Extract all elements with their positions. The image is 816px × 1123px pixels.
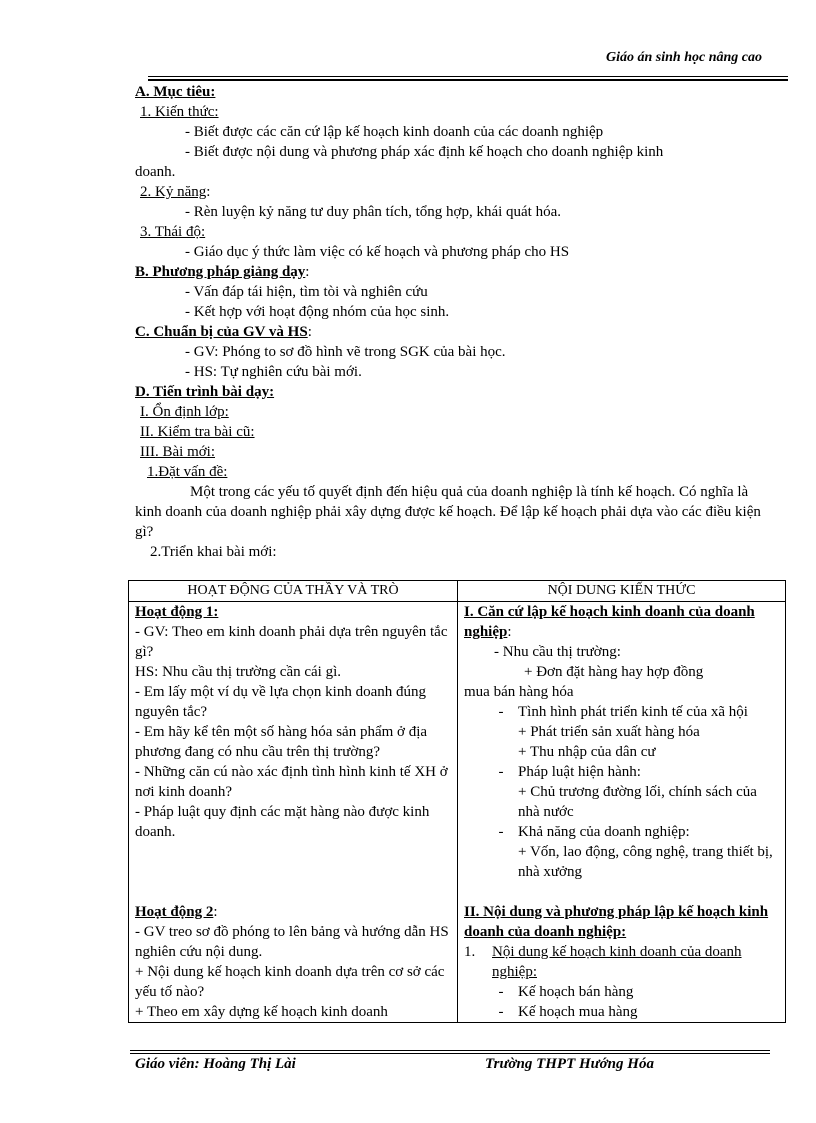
law-sub: + Chủ trương đường lối, chính sách của nhà nước	[518, 784, 757, 820]
step-3-1: 1.Đặt vấn đề:	[147, 464, 228, 480]
section-c-colon: :	[307, 324, 312, 340]
footer-teacher: Giáo viên: Hoàng Thị Lài	[135, 1056, 296, 1072]
header-title: Giáo án sinh học nâng cao	[606, 50, 762, 65]
item-1-sub-2: Kế hoạch mua hàng	[518, 1004, 638, 1020]
activities-cell	[129, 602, 458, 1023]
capacity-dash: -	[498, 824, 504, 840]
activity-2-line: + Nội dung kế hoạch kinh doanh dựa trên cơ sở các yếu tố nào?	[135, 964, 445, 1000]
activity-2-line: + Theo em xây dựng kế hoạch kinh doanh	[135, 1004, 388, 1020]
econ-title: Tình hình phát triển kinh tế của xã hội	[518, 704, 748, 720]
activity-2-line: - GV treo sơ đồ phóng to lên bảng và hướng dẫn HS nghiên cứu nội dung.	[135, 924, 449, 960]
method-item-2: - Kết hợp với hoạt động nhóm của học sinh.	[185, 304, 450, 320]
section-c-heading: C. Chuẩn bị của GV và HS	[135, 324, 308, 340]
skill-colon: :	[206, 184, 211, 200]
activity-1-title: Hoạt động 1:	[135, 604, 219, 620]
activity-1-line: - Những căn cú nào xác định tình hình kinh tế XH ở nơi kinh doanh?	[135, 764, 448, 800]
market-need: - Nhu cầu thị trường:	[494, 644, 621, 660]
knowledge-item-1: - Biết được các căn cứ lập kế hoạch kinh doanh của các doanh nghiệp	[185, 124, 604, 140]
knowledge-item-2-cont: doanh.	[135, 164, 176, 180]
attitude-item-1: - Giáo dục ý thức làm việc có kế hoạch và phương pháp cho HS	[185, 244, 570, 260]
section-b-colon: :	[305, 264, 310, 280]
method-item-1: - Vấn đáp tái hiện, tìm tòi và nghiên cứu	[185, 284, 428, 300]
knowledge-heading: 1. Kiến thức:	[140, 104, 219, 120]
intro-paragraph: Một trong các yếu tố quyết định đến hiệu quả của doanh nghiệp là tính kế hoạch. Có nghĩa là kinh doanh của doanh nghiệp phải xây dựng được kế hoạch. Để lập kế hoạch phải dựa vào các điều kiện gì?	[135, 484, 761, 540]
law-title: Pháp luật hiện hành:	[518, 764, 641, 780]
prep-item-1: - GV: Phóng to sơ đồ hình vẽ trong SGK của bài học.	[185, 344, 506, 360]
section-2-title: II. Nội dung và phương pháp lập kế hoạch kinh doanh của doanh nghiệp:	[464, 904, 769, 940]
item-1-title: Nội dung kế hoạch kinh doanh của doanh nghiệp:	[492, 944, 742, 980]
market-sub-cont: mua bán hàng hóa	[464, 684, 574, 700]
law-dash: -	[498, 764, 504, 780]
section-a-heading: A. Mục tiêu:	[135, 84, 216, 100]
activity-1-line: - GV: Theo em kinh doanh phải dựa trên nguyên tắc gì?	[135, 624, 448, 660]
header-rule-bottom	[148, 79, 788, 81]
section-b-heading: B. Phương pháp giảng dạy	[135, 264, 306, 280]
lesson-table	[128, 580, 786, 1023]
skill-heading: 2. Kỷ năng	[140, 184, 207, 200]
item-1-sub-1: Kế hoạch bán hàng	[518, 984, 634, 1000]
capacity-title: Khả năng của doanh nghiệp:	[518, 824, 690, 840]
activity-1-line: - Em hãy kể tên một số hàng hóa sản phẩm ở địa phương đang có nhu cầu trên thị trường?	[135, 724, 428, 760]
header-rule-top	[148, 76, 788, 77]
activity-2-colon: :	[213, 904, 218, 920]
item-1-number: 1.	[464, 944, 476, 960]
activity-1-line: HS: Nhu cầu thị trường cần cái gì.	[135, 664, 342, 680]
footer	[135, 1056, 735, 1073]
section-d-heading: D. Tiến trình bài dạy:	[135, 384, 275, 400]
content-cell	[458, 602, 786, 1023]
step-1: I. Ổn định lớp:	[140, 404, 229, 420]
col-right-header: NỘI DUNG KIẾN THỨC	[458, 581, 786, 602]
skill-item-1: - Rèn luyện kỷ năng tư duy phân tích, tổng hợp, khái quát hóa.	[185, 204, 561, 220]
section-1-colon: :	[507, 624, 512, 640]
step-3: III. Bài mới:	[140, 444, 215, 460]
capacity-sub: + Vốn, lao động, công nghệ, trang thiết bị, nhà xưởng	[518, 844, 773, 880]
section-1-title: I. Căn cứ lập kế hoạch kinh doanh của doanh nghiệp	[464, 604, 755, 640]
econ-sub-2: + Thu nhập của dân cư	[518, 744, 656, 760]
attitude-heading: 3. Thái độ:	[140, 224, 206, 240]
prep-item-2: - HS: Tự nghiên cứu bài mới.	[185, 364, 362, 380]
econ-dash: -	[498, 704, 504, 720]
col-left-header: HOẠT ĐỘNG CỦA THẦY VÀ TRÒ	[129, 581, 458, 602]
step-2: II. Kiểm tra bài cũ:	[140, 424, 255, 440]
econ-sub-1: + Phát triển sản xuất hàng hóa	[518, 724, 700, 740]
knowledge-item-2: - Biết được nội dung và phương pháp xác định kế hoạch cho doanh nghiệp kinh	[185, 144, 664, 160]
footer-school: Trường THPT Hướng Hóa	[485, 1056, 654, 1072]
activity-2-title: Hoạt động 2	[135, 904, 214, 920]
footer-rule-top	[130, 1050, 770, 1051]
item-1-sub-1-dash: -	[498, 984, 504, 1000]
item-1-sub-2-dash: -	[498, 1004, 504, 1020]
activity-1-line: - Pháp luật quy định các mặt hàng nào được kinh doanh.	[135, 804, 430, 840]
footer-rule-bottom	[130, 1053, 770, 1054]
market-sub: + Đơn đặt hàng hay hợp đồng	[524, 664, 704, 680]
lesson-body	[135, 82, 765, 562]
activity-1-line: - Em lấy một ví dụ về lựa chọn kinh doanh đúng nguyên tắc?	[135, 684, 426, 720]
step-3-2: 2.Triển khai bài mới:	[150, 544, 277, 560]
